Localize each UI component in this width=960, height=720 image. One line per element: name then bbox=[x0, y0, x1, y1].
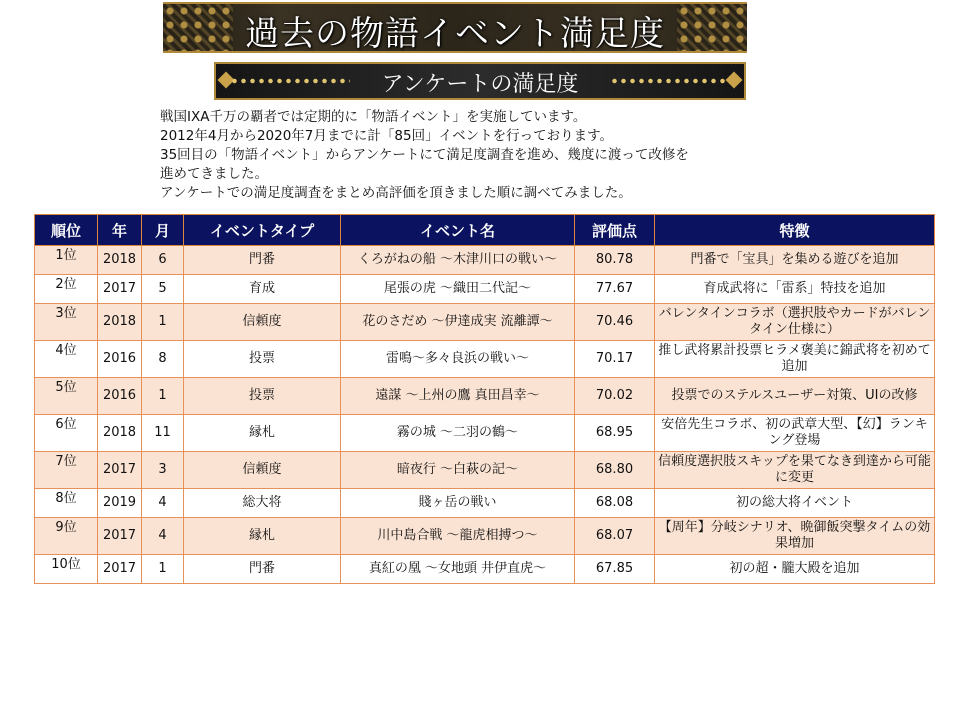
intro-line: 2012年4月から2020年7月までに計「85回」イベントを行っております。 bbox=[160, 128, 613, 144]
cell-month: 5 bbox=[142, 275, 184, 304]
cell-rank: 8位 bbox=[35, 489, 98, 518]
cell-year: 2019 bbox=[98, 489, 142, 518]
cell-name: 雷鳴～多々良浜の戦い～ bbox=[341, 341, 575, 378]
header-score: 評価点 bbox=[575, 215, 655, 246]
intro-text bbox=[160, 108, 800, 203]
cell-rank: 4位 bbox=[35, 341, 98, 378]
page-title: 過去の物語イベント満足度 bbox=[245, 14, 665, 53]
cell-month: 8 bbox=[142, 341, 184, 378]
cell-feature: 初の超・朧大殿を追加 bbox=[655, 555, 935, 584]
cell-rank: 10位 bbox=[35, 555, 98, 584]
cell-type: 信頼度 bbox=[184, 304, 341, 341]
cell-rank: 7位 bbox=[35, 452, 98, 489]
table-row bbox=[35, 555, 935, 584]
intro-line: 戦国IXA千万の覇者では定期的に「物語イベント」を実施しています。 bbox=[160, 109, 587, 125]
cell-feature: 投票でのステルスユーザー対策、UIの改修 bbox=[655, 378, 935, 415]
intro-line: 35回目の「物語イベント」からアンケートにて満足度調査を進め、幾度に渡って改修を bbox=[160, 147, 689, 163]
cell-score: 77.67 bbox=[575, 275, 655, 304]
cell-year: 2018 bbox=[98, 415, 142, 452]
cell-type: 縁札 bbox=[184, 415, 341, 452]
cell-feature: 安倍先生コラボ、初の武章大型、【幻】ランキング登場 bbox=[655, 415, 935, 452]
cell-name: 賤ヶ岳の戦い bbox=[341, 489, 575, 518]
cell-score: 70.02 bbox=[575, 378, 655, 415]
cell-name: くろがねの船 ～木津川口の戦い～ bbox=[341, 246, 575, 275]
ranking-table bbox=[34, 214, 935, 584]
cell-year: 2016 bbox=[98, 341, 142, 378]
intro-line: アンケートでの満足度調査をまとめ高評価を頂きました順に調べてみました。 bbox=[160, 185, 632, 201]
cell-name: 真紅の凰 ～女地頭 井伊直虎～ bbox=[341, 555, 575, 584]
cell-score: 80.78 bbox=[575, 246, 655, 275]
cell-score: 68.95 bbox=[575, 415, 655, 452]
cell-feature: バレンタインコラボ（選択肢やカードがバレンタイン仕様に） bbox=[655, 304, 935, 341]
table-row bbox=[35, 275, 935, 304]
table-row bbox=[35, 246, 935, 275]
cell-rank: 9位 bbox=[35, 518, 98, 555]
cell-feature: 育成武将に「雷系」特技を追加 bbox=[655, 275, 935, 304]
cell-name: 暗夜行 ～白萩の記～ bbox=[341, 452, 575, 489]
cell-type: 門番 bbox=[184, 555, 341, 584]
cell-year: 2017 bbox=[98, 452, 142, 489]
intro-line: 進めてきました。 bbox=[160, 166, 268, 182]
table-header-row bbox=[35, 215, 935, 246]
table-row bbox=[35, 304, 935, 341]
cell-name: 霧の城 ～二羽の鶴～ bbox=[341, 415, 575, 452]
header-event-type: イベントタイプ bbox=[184, 215, 341, 246]
cell-type: 門番 bbox=[184, 246, 341, 275]
table-row bbox=[35, 415, 935, 452]
cell-year: 2017 bbox=[98, 275, 142, 304]
cell-feature: 初の総大将イベント bbox=[655, 489, 935, 518]
cell-year: 2018 bbox=[98, 246, 142, 275]
header-event-name: イベント名 bbox=[341, 215, 575, 246]
cell-name: 川中島合戦 ～龍虎相搏つ～ bbox=[341, 518, 575, 555]
cell-type: 信頼度 bbox=[184, 452, 341, 489]
cell-month: 11 bbox=[142, 415, 184, 452]
cell-month: 1 bbox=[142, 555, 184, 584]
cell-month: 1 bbox=[142, 378, 184, 415]
table-row bbox=[35, 489, 935, 518]
cell-rank: 6位 bbox=[35, 415, 98, 452]
cell-name: 花のさだめ ～伊達成実 流離譚～ bbox=[341, 304, 575, 341]
subtitle-banner bbox=[214, 62, 746, 100]
cell-score: 68.07 bbox=[575, 518, 655, 555]
cell-rank: 3位 bbox=[35, 304, 98, 341]
title-banner bbox=[163, 2, 747, 53]
cell-type: 育成 bbox=[184, 275, 341, 304]
header-feature: 特徴 bbox=[655, 215, 935, 246]
cell-month: 4 bbox=[142, 518, 184, 555]
cell-feature: 信頼度選択肢スキップを果てなき到達から可能に変更 bbox=[655, 452, 935, 489]
cell-score: 67.85 bbox=[575, 555, 655, 584]
table-row bbox=[35, 341, 935, 378]
cell-rank: 1位 bbox=[35, 246, 98, 275]
table-row bbox=[35, 518, 935, 555]
cell-rank: 5位 bbox=[35, 378, 98, 415]
cell-score: 70.46 bbox=[575, 304, 655, 341]
cell-feature: 推し武将累計投票ヒラメ褒美に錦武将を初めて追加 bbox=[655, 341, 935, 378]
cell-rank: 2位 bbox=[35, 275, 98, 304]
header-rank: 順位 bbox=[35, 215, 98, 246]
cell-feature: 門番で「宝具」を集める遊びを追加 bbox=[655, 246, 935, 275]
cell-score: 70.17 bbox=[575, 341, 655, 378]
cell-year: 2017 bbox=[98, 555, 142, 584]
cell-type: 投票 bbox=[184, 341, 341, 378]
cell-name: 尾張の虎 ～織田二代記～ bbox=[341, 275, 575, 304]
section-subtitle: アンケートの満足度 bbox=[381, 72, 579, 97]
cell-month: 6 bbox=[142, 246, 184, 275]
cell-feature: 【周年】分岐シナリオ、晩御飯突撃タイムの効果増加 bbox=[655, 518, 935, 555]
cell-type: 投票 bbox=[184, 378, 341, 415]
header-month: 月 bbox=[142, 215, 184, 246]
cell-score: 68.08 bbox=[575, 489, 655, 518]
header-year: 年 bbox=[98, 215, 142, 246]
cell-month: 3 bbox=[142, 452, 184, 489]
table-row bbox=[35, 378, 935, 415]
cell-type: 総大将 bbox=[184, 489, 341, 518]
cell-type: 縁札 bbox=[184, 518, 341, 555]
cell-month: 4 bbox=[142, 489, 184, 518]
cell-year: 2016 bbox=[98, 378, 142, 415]
cell-name: 遠謀 ～上州の鷹 真田昌幸～ bbox=[341, 378, 575, 415]
cell-year: 2017 bbox=[98, 518, 142, 555]
table-row bbox=[35, 452, 935, 489]
cell-month: 1 bbox=[142, 304, 184, 341]
cell-score: 68.80 bbox=[575, 452, 655, 489]
cell-year: 2018 bbox=[98, 304, 142, 341]
